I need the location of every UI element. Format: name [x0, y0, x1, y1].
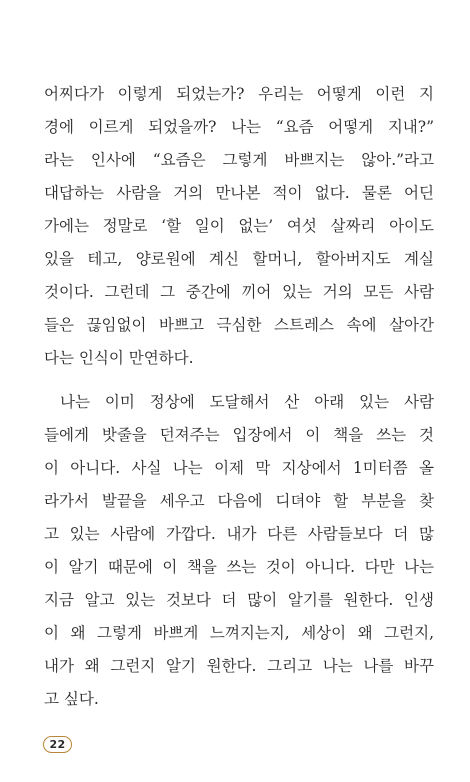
text-line: 있을 테고, 양로원에 계신 할머니, 할아버지도 계실	[44, 250, 434, 268]
text-line: 고 싶다.	[44, 690, 99, 708]
text-line: 들에게 밧줄을 던져주는 입장에서 이 책을 쓰는 것	[44, 426, 434, 444]
text-line: 라는 인사에 “요즘은 그렇게 바쁘지는 않아.”라고	[44, 151, 434, 169]
text-line: 가에는 정말로 ‘할 일이 없는’ 여섯 살짜리 아이도	[44, 217, 434, 235]
text-line: 이 왜 그렇게 바쁘게 느껴지는지, 세상이 왜 그런지,	[44, 624, 434, 642]
text-line: 내가 왜 그런지 알기 원한다. 그리고 나는 나를 바꾸	[44, 657, 434, 675]
body-text	[44, 78, 434, 716]
text-line: 지금 알고 있는 것보다 더 많이 알기를 원한다. 인생	[44, 591, 434, 609]
text-line: 라가서 발끝을 세우고 다음에 디뎌야 할 부분을 찾	[44, 492, 434, 510]
text-line: 이 알기 때문에 이 책을 쓰는 것이 아니다. 다만 나는	[44, 558, 434, 576]
text-line: 경에 이르게 되었을까? 나는 “요즘 어떻게 지내?”	[44, 118, 434, 136]
text-line: 대답하는 사람을 거의 만나본 적이 없다. 물론 어딘	[44, 184, 434, 202]
text-line: 고 있는 사람에 가깝다. 내가 다른 사람들보다 더 많	[44, 525, 434, 543]
text-line: 나는 이미 정상에 도달해서 산 아래 있는 사람	[60, 393, 434, 411]
text-line: 들은 끊임없이 바쁘고 극심한 스트레스 속에 살아간	[44, 316, 434, 334]
text-line: 이 아니다. 사실 나는 이제 막 지상에서 1미터쯤 올	[44, 459, 434, 477]
text-line: 다는 인식이 만연하다.	[44, 349, 194, 367]
text-line: 어찌다가 이렇게 되었는가? 우리는 어떻게 이런 지	[44, 85, 434, 103]
text-line: 것이다. 그런데 그 중간에 끼어 있는 거의 모든 사람	[44, 283, 434, 301]
page-number: 22	[43, 736, 72, 753]
